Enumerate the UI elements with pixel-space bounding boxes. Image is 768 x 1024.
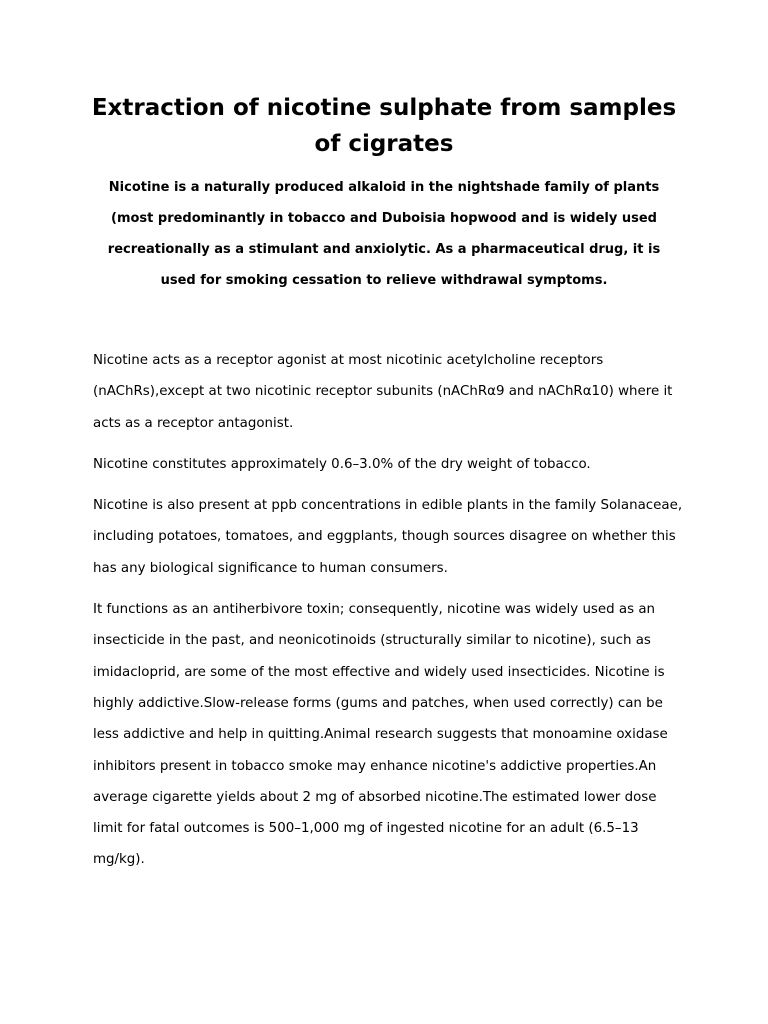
paragraph-antiherbivore: It functions as an antiherbivore toxin; consequently, nicotine was widely used as an insecticide in the past, and neonicotinoids (structurally similar to nicotine), such as imidacloprid, are some of the most effective and widely used insecticides. Nicotine is highly addictive.Slow-release forms (gums and patches, when used correctly) can be less addictive and help in quitting.Animal research suggests that monoamine oxidase inhibitors present in tobacco smoke may enhance nicotine's addictive properties.An average cigarette yields about 2 mg of absorbed nicotine.The estimated lower dose limit for fatal outcomes is 500–1,000 mg of ingested nicotine for an adult (6.5–13 mg/kg). — [93, 602, 668, 868]
abstract-paragraph: Nicotine is a naturally produced alkaloid in the nightshade family of plants (most predominantly in tobacco and Duboisia hopwood and is widely used recreationally as a stimulant and anxiolytic. As a pharmaceutical drug, it is used for smoking cessation to relieve withdrawal symptoms. — [107, 180, 661, 288]
paragraph-tobacco-weight: Nicotine constitutes approximately 0.6–3.0% of the dry weight of tobacco. — [93, 456, 591, 472]
body-text — [93, 345, 683, 886]
paragraph-receptor-agonist: Nicotine acts as a receptor agonist at most nicotinic acetylcholine receptors (nAChRs),except at two nicotinic receptor subunits (nAChRα9 and nAChRα10) where it acts as a receptor antagonist. — [93, 353, 673, 431]
paragraph-solanaceae: Nicotine is also present at ppb concentrations in edible plants in the family Solanaceae, including potatoes, tomatoes, and eggplants, though sources disagree on whether this has any biological significance to human consumers. — [93, 498, 683, 576]
document-title: Extraction of nicotine sulphate from samples of cigrates — [91, 95, 677, 157]
